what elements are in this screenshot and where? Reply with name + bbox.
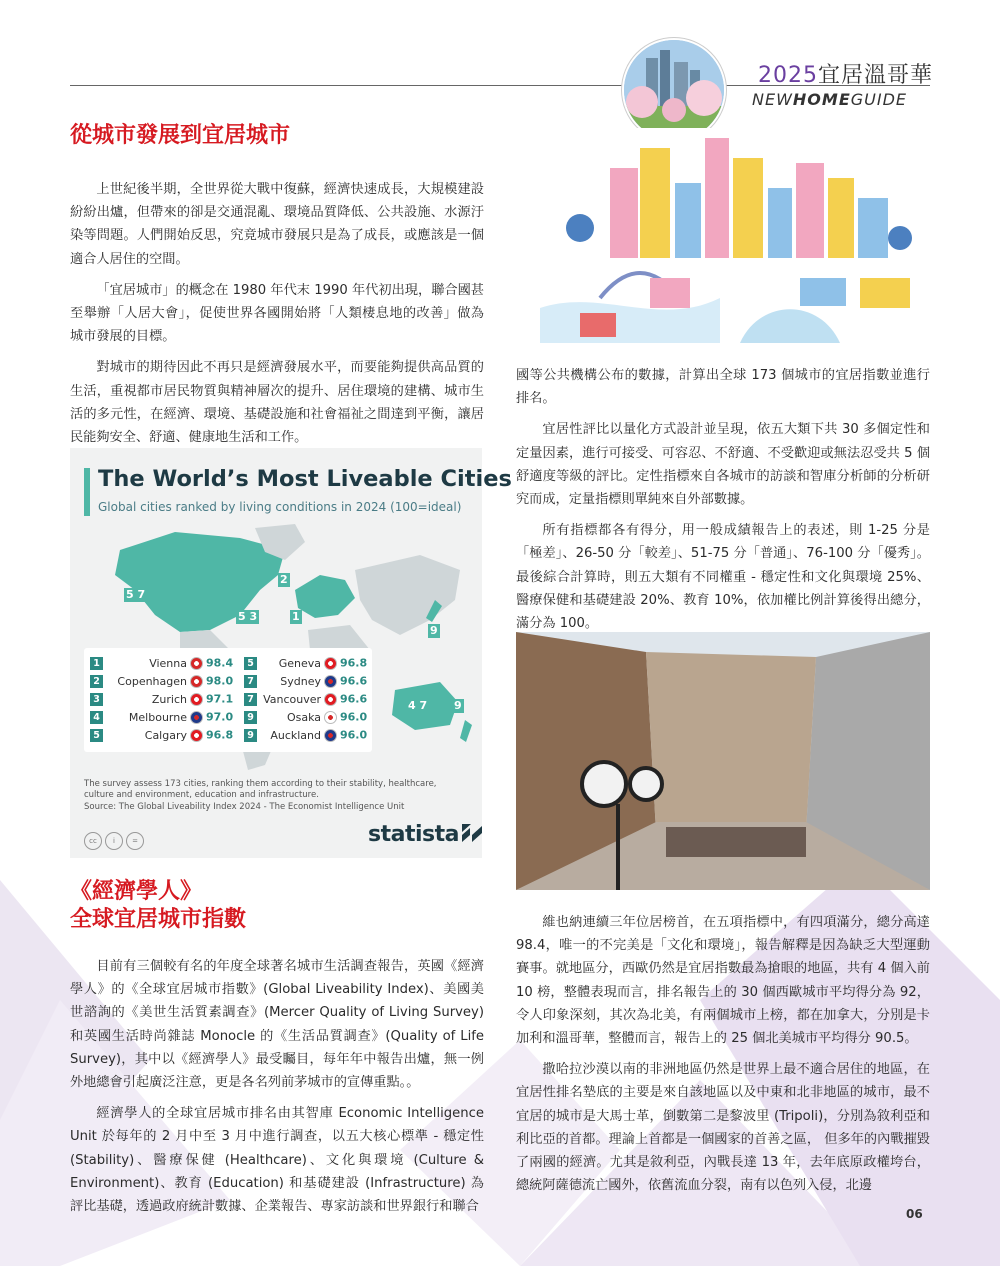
attribution-icon: i (105, 832, 123, 850)
rank-number: 2 (90, 675, 103, 688)
flag-icon (324, 657, 337, 670)
page-number: 06 (906, 1207, 923, 1221)
vienna-street-photo (516, 632, 930, 890)
ranking-row (90, 674, 233, 688)
title-accent-bar (84, 468, 90, 516)
flag-icon (190, 711, 203, 724)
flag-icon (324, 711, 337, 724)
section2-body (70, 955, 484, 1218)
rank-number: 4 (90, 711, 103, 724)
rank-city: Vancouver (263, 692, 321, 706)
statista-logo: statista (368, 822, 482, 847)
paragraph: 維也納連續三年位居榜首，在五項指標中，有四項滿分，總分高達 98.4，唯一的不完美是「文化和環境」，報告解釋是因為缺乏大型運動賽事。就地區分，西歐仍然是宜居指數最為搶眼的地區，共有 4 個入前 10 榜，整體表現而言，排名報告上的 30 個西歐城市平均得分為 92，令人印象深刻，其次為北美，有兩個城市上榜，都在加拿大，分別是卡加利和溫哥華，整體而言，報告上的 25 個北美城市平均得分 90.5。 (516, 915, 930, 1047)
flag-icon (324, 693, 337, 706)
rank-city: Auckland (270, 728, 321, 742)
survey-note: The survey assess 173 cities, ranking them according to their stability, healthcare, culture and environment, education and infrastructure. (84, 779, 437, 800)
ranking-row (244, 728, 367, 742)
rank-number: 7 (244, 693, 257, 706)
paragraph: 對城市的期待因此不再只是經濟發展水平，而要能夠提供高品質的生活，重視都市居民物質與精神層次的提升、居住環境的建構、城市生活的多元性，在經濟、環境、基礎設施和社會福祉之間達到平衡，讓居民能夠安全、舒適、健康地生活和工作。 (70, 360, 484, 446)
rank-city: Vienna (149, 656, 187, 670)
rank-score: 96.8 (340, 656, 368, 670)
rank-number: 9 (244, 729, 257, 742)
rank-number: 7 (244, 675, 257, 688)
rank-score: 97.0 (206, 710, 234, 724)
ranking-row (244, 692, 367, 706)
rank-city: Zurich (151, 692, 187, 706)
paragraph: 「宜居城市」的概念在 1980 年代末 1990 年代初出現，聯合國甚至舉辦「人居大會」，促使世界各國開始將「人類棲息地的改善」做為城市發展的目標。 (70, 282, 484, 345)
flag-icon (190, 675, 203, 688)
map-label-atlantic: 2 (280, 573, 288, 586)
paragraph: 撒哈拉沙漠以南的非洲地區仍然是世界上最不適合居住的地區，在宜居性排名墊底的主要是來自該地區以及中東和北非地區的城市，最不宜居的城市是大馬士革，倒數第二是黎波里 (Tripoli)，分別為敘利亞和利比亞的首都。理論上首都是一個國家的首善之區， 但多年的內戰摧毀了兩國的經濟。尤其是敘利亞，內戰長達 13 年，去年底原政權垮台， 總統阿薩德流亡國外，依舊流血分裂，南有以色列入侵，北邊 (516, 1062, 930, 1194)
flag-icon (190, 693, 203, 706)
paragraph: 目前有三個較有名的年度全球著名城市生活調查報告，英國《經濟學人》的《全球宜居城市指數》(Global Liveability Index)、美國美世諮詢的《美世生活質素調查》(Mercer Quality of Living Survey) 和英國生活時尚雜誌 Monocle 的《生活品質調查》(Quality of Life Survey)，其中以《經濟學人》最受矚目，每年年中報告出爐，無一例外地總會引起廣泛注意，更是各名列前茅城市的宣傳重點。。 (70, 959, 484, 1091)
map-label-australia: 4 7 (408, 699, 428, 712)
rank-city: Melbourne (128, 710, 187, 724)
no-derivatives-icon: = (126, 832, 144, 850)
rank-city: Copenhagen (117, 674, 187, 688)
license-icons (84, 828, 147, 850)
flag-icon (190, 729, 203, 742)
map-label-nz: 9 (454, 699, 462, 712)
rank-number: 1 (90, 657, 103, 670)
ranking-row (244, 674, 367, 688)
rank-score: 96.6 (340, 674, 368, 688)
paragraph: 上世紀後半期，全世界從大戰中復蘇，經濟快速成長，大規模建設紛紛出爐，但帶來的卻是交通混亂、環境品質降低、公共設施、水源汙染等問題。人們開始反思，究竟城市發展只是為了成長，或應該是一個適合人居住的空間。 (70, 182, 484, 267)
rank-score: 98.4 (206, 656, 234, 670)
city-illustration (540, 128, 930, 343)
right-column-bottom-body (516, 911, 930, 1197)
section2-heading-line1: 《經濟學人》 (70, 879, 203, 904)
rank-city: Sydney (280, 674, 321, 688)
infographic-subtitle: Global cities ranked by living conditions in 2024 (100=ideal) (98, 500, 462, 514)
rank-number: 9 (244, 711, 257, 724)
map-label-japan: 9 (430, 624, 438, 637)
rank-score: 96.8 (206, 728, 234, 742)
brand-title: 2025宜居溫哥華 (758, 63, 934, 88)
ranking-row (90, 728, 233, 742)
section2-heading-line2: 全球宜居城市指數 (70, 907, 247, 932)
section1-body (70, 178, 484, 449)
paragraph: 宜居性評比以量化方式設計並呈現，依五大類下共 30 多個定性和定量因素，進行可接受、可容忍、不舒適、不受歡迎或無法忍受共 5 個舒適度等級的評比。定性指標來自各城市的訪談和智庫分析師的分析研究而成，定量指標則單純來自外部數據。 (516, 422, 930, 508)
creative-commons-icon: cc (84, 832, 102, 850)
flag-icon (324, 675, 337, 688)
rank-number: 5 (244, 657, 257, 670)
flag-icon (190, 657, 203, 670)
rank-number: 5 (90, 729, 103, 742)
infographic-title: The World’s Most Liveable Cities (98, 466, 512, 492)
map-label-europe-b: 1 (292, 610, 300, 623)
brand-subtitle: NEWHOMEGUIDE (752, 90, 908, 109)
ranking-row (244, 656, 367, 670)
rank-city: Osaka (286, 710, 321, 724)
rank-number: 3 (90, 693, 103, 706)
rank-score: 98.0 (206, 674, 234, 688)
map-label-europe-a: 5 3 (238, 610, 258, 623)
right-column-top-body (516, 364, 930, 635)
paragraph: 經濟學人的全球宜居城市排名由其智庫 Economic Intelligence Unit 於每年的 2 月中至 3 月中進行調查，以五大核心標準 - 穩定性 (Stability)、醫療保健 (Healthcare)、文化與環境 (Culture & Environment)、教育 (Education) 和基礎建設 (Infrastructure) 為評比基礎，透過政府統計數據、企業報告、專家訪談和世界銀行和聯合 (70, 1106, 484, 1215)
flag-icon (324, 729, 337, 742)
ranking-row (90, 656, 233, 670)
paragraph: 國等公共機構公布的數據，計算出全球 173 個城市的宜居指數並進行排名。 (516, 368, 930, 407)
source-line: Source: The Global Liveability Index 2024 - The Economist Intelligence Unit (84, 802, 405, 812)
rank-score: 96.0 (340, 728, 368, 742)
paragraph: 所有指標都各有得分，用一般成績報告上的表述，則 1-25 分是「極差」、26-50 分「較差」、51-75 分「普通」、76-100 分「優秀」。最後綜合計算時，則五大類有不同權重 - 穩定性和文化與環境 25%、醫療保健和基礎建設 20%、教育 10%，依加權比例計算後得出總分，滿分為 100。 (516, 523, 930, 632)
section1-heading: 從城市發展到宜居城市 (70, 123, 291, 148)
map-label-canada: 5 7 (126, 588, 146, 601)
rank-score: 96.0 (340, 710, 368, 724)
ranking-row (244, 710, 367, 724)
rank-score: 97.1 (206, 692, 234, 706)
header-city-photo (622, 38, 726, 142)
rank-score: 96.6 (340, 692, 368, 706)
rank-city: Geneva (278, 656, 321, 670)
ranking-row (90, 692, 233, 706)
rank-city: Calgary (144, 728, 187, 742)
ranking-row (90, 710, 233, 724)
rankings-legend (84, 648, 372, 752)
